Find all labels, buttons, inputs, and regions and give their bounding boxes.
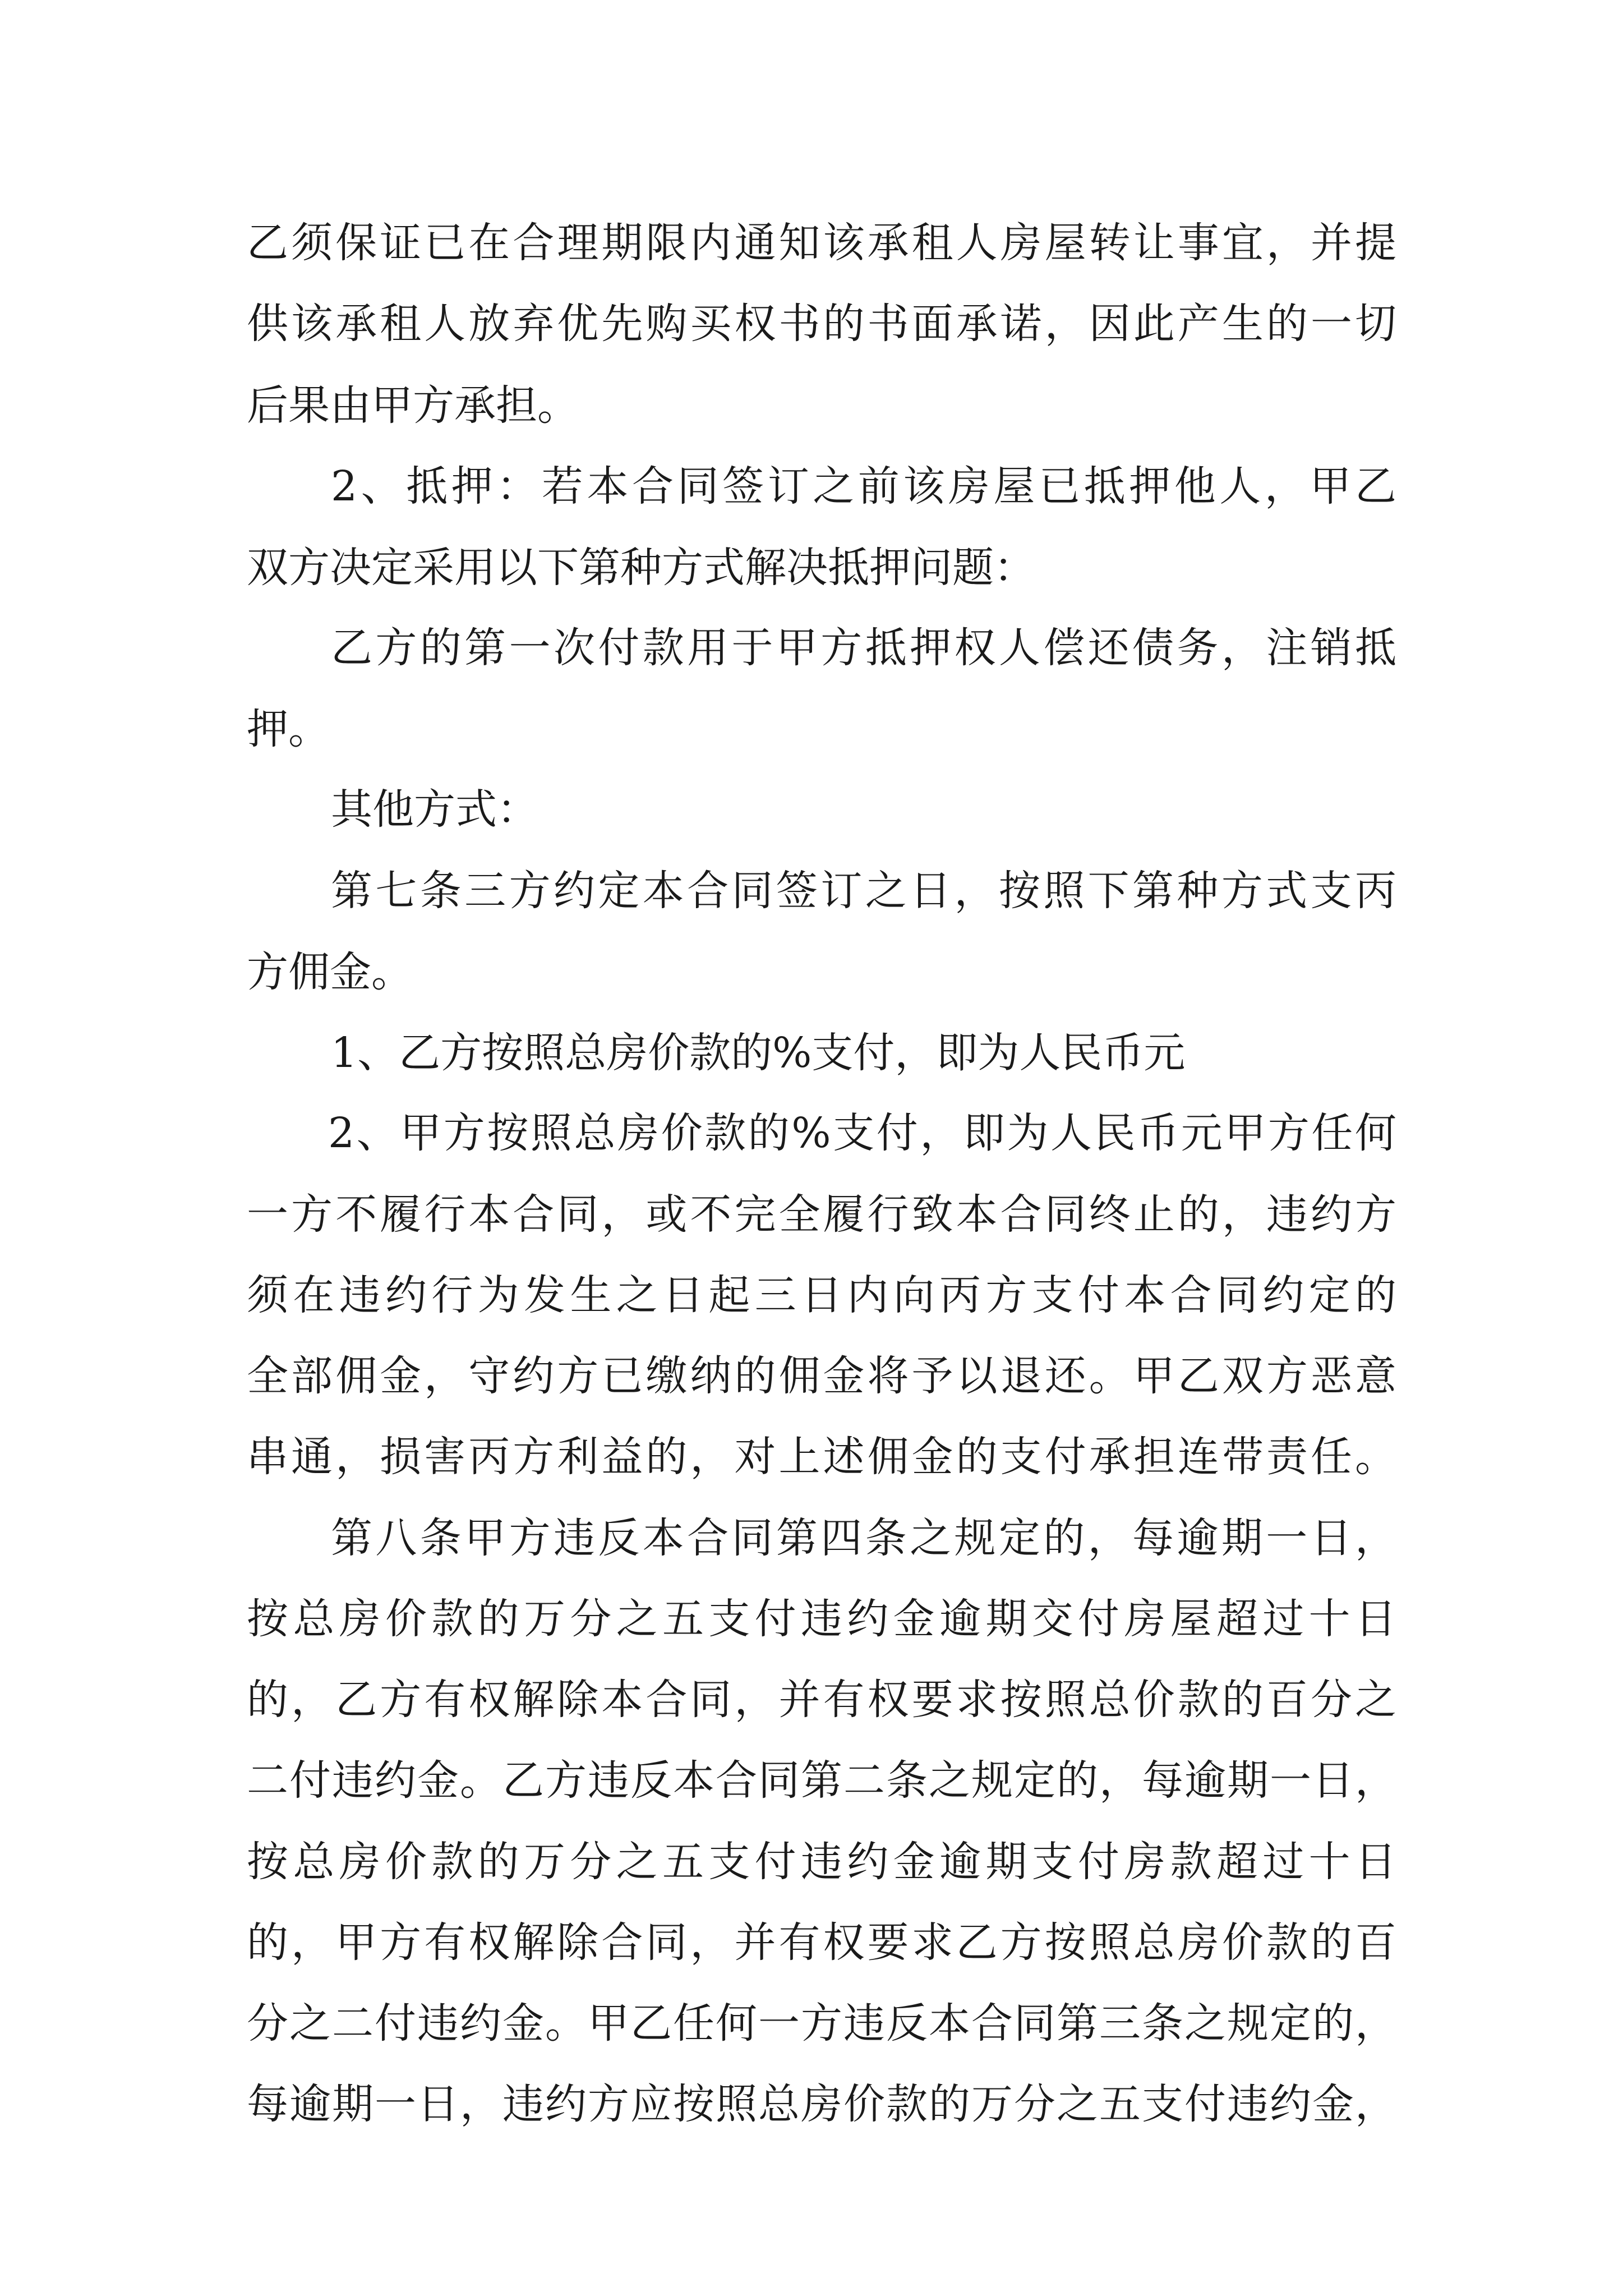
text-line: 二付违约金。乙方违反本合同第二条之规定的，每逾期一日， [247, 1756, 1396, 1805]
text-line: 一方不履行本合同，或不完全履行致本合同终止的，违约方 [247, 1190, 1396, 1239]
text-line: 按总房价款的万分之五支付违约金逾期支付房款超过十日 [247, 1838, 1396, 1886]
text-line: 其他方式： [331, 785, 538, 834]
text-line: 供该承租人放弃优先购买权书的书面承诺，因此产生的一切 [247, 300, 1396, 348]
text-line: 每逾期一日，违约方应按照总房价款的万分之五支付违约金， [247, 2080, 1396, 2128]
text-line: 方佣金。 [247, 948, 413, 996]
text-line: 第七条三方约定本合同签订之日，按照下第种方式支丙 [331, 867, 1396, 915]
text-line: 串通，损害丙方利益的，对上述佣金的支付承担连带责任。 [247, 1433, 1396, 1481]
text-line: 第八条甲方违反本合同第四条之规定的，每逾期一日， [331, 1514, 1396, 1562]
text-line: 须在违约行为发生之日起三日内向丙方支付本合同约定的 [247, 1271, 1396, 1319]
text-line: 2、抵押：若本合同签订之前该房屋已抵押他人，甲乙 [331, 462, 1396, 510]
text-line: 按总房价款的万分之五支付违约金逾期交付房屋超过十日 [247, 1595, 1396, 1643]
text-line: 双方决定采用以下第种方式解决抵押问题： [247, 544, 1035, 592]
text-line: 后果由甲方承担。 [247, 381, 579, 430]
text-line: 全部佣金，守约方已缴纳的佣金将予以退还。甲乙双方恶意 [247, 1352, 1396, 1400]
text-line: 押。 [247, 705, 330, 753]
text-line: 分之二付违约金。甲乙任何一方违反本合同第三条之规定的， [247, 1999, 1396, 2047]
text-line: 的，甲方有权解除合同，并有权要求乙方按照总房价款的百 [247, 1918, 1396, 1967]
text-line: 1、乙方按照总房价款的%支付，即为人民币元 [331, 1029, 1186, 1077]
text-line: 乙须保证已在合理期限内通知该承租人房屋转让事宜，并提 [247, 219, 1396, 267]
text-line: 的，乙方有权解除本合同，并有权要求按照总价款的百分之 [247, 1676, 1396, 1724]
text-line: 2、甲方按照总房价款的%支付，即为人民币元甲方任何 [328, 1109, 1396, 1157]
text-line: 乙方的第一次付款用于甲方抵押权人偿还债务，注销抵 [331, 624, 1396, 672]
